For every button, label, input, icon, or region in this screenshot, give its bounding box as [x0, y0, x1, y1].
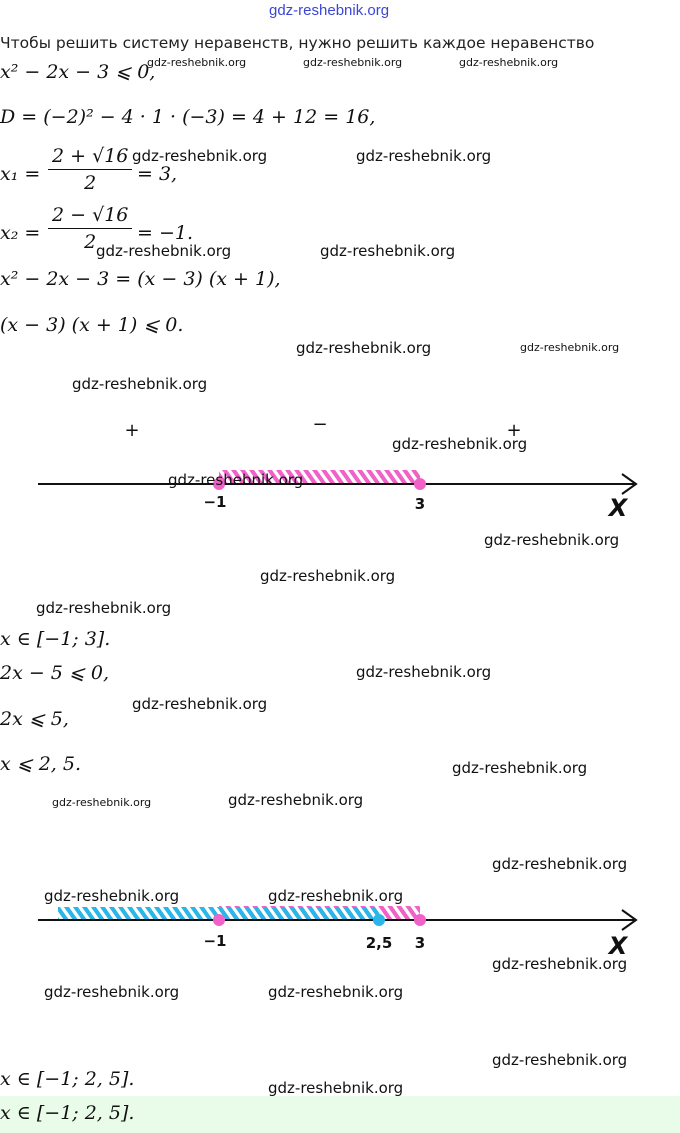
- watermark: gdz-reshebnik.org: [492, 1051, 628, 1069]
- watermark: gdz-reshebnik.org: [492, 955, 628, 973]
- label-three: 3: [414, 495, 426, 513]
- sign-positive-right: +: [506, 420, 522, 441]
- watermark: gdz-reshebnik.org: [268, 983, 404, 1001]
- factorization-line: x² − 2x − 3 = (x − 3) (x + 1),: [0, 268, 281, 290]
- watermark: gdz-reshebnik.org: [168, 471, 304, 489]
- watermark: gdz-reshebnik.org: [228, 791, 364, 809]
- root-x2-value: = −1.: [137, 222, 194, 244]
- watermark: gdz-reshebnik.org: [132, 695, 268, 713]
- final-answer: x ∈ [−1; 2, 5].: [0, 1102, 135, 1124]
- label-minus-one: −1: [203, 493, 227, 511]
- site-link[interactable]: gdz-reshebnik.org: [269, 2, 390, 19]
- root-x1-fraction: [48, 145, 132, 194]
- label-three: 3: [414, 934, 426, 952]
- solution-2: x ⩽ 2, 5.: [0, 753, 82, 775]
- watermark: gdz-reshebnik.org: [147, 56, 247, 69]
- watermark: gdz-reshebnik.org: [268, 887, 404, 905]
- watermark: gdz-reshebnik.org: [268, 1079, 404, 1097]
- point-minus-one: [213, 914, 225, 926]
- sign-positive-left: +: [124, 420, 140, 441]
- watermark: gdz-reshebnik.org: [72, 375, 208, 393]
- intro-text: Чтобы решить систему неравенств, нужно решить каждое неравенство: [0, 34, 595, 52]
- watermark: gdz-reshebnik.org: [36, 599, 172, 617]
- watermark: gdz-reshebnik.org: [260, 567, 396, 585]
- sign-negative-middle: −: [312, 414, 328, 435]
- axis-label-x: X: [608, 494, 628, 520]
- watermark: gdz-reshebnik.org: [484, 531, 620, 549]
- label-two-point-five: 2,5: [365, 934, 393, 952]
- root-x1-label: x₁ =: [0, 163, 41, 185]
- solution-combined: x ∈ [−1; 2, 5].: [0, 1068, 135, 1090]
- watermark: gdz-reshebnik.org: [356, 147, 492, 165]
- root-x1-denominator: 2: [84, 172, 97, 194]
- watermark: gdz-reshebnik.org: [320, 242, 456, 260]
- root-x2-numerator: 2 − √16: [48, 204, 132, 229]
- watermark: gdz-reshebnik.org: [44, 887, 180, 905]
- root-x1-numerator: 2 + √16: [48, 145, 132, 170]
- root-x1-value: = 3,: [137, 163, 178, 185]
- watermark: gdz-reshebnik.org: [52, 796, 152, 809]
- point-three: [414, 914, 426, 926]
- watermark: gdz-reshebnik.org: [459, 56, 559, 69]
- solution-1: x ∈ [−1; 3].: [0, 628, 111, 650]
- watermark: gdz-reshebnik.org: [452, 759, 588, 777]
- watermark: gdz-reshebnik.org: [96, 242, 232, 260]
- watermark: gdz-reshebnik.org: [356, 663, 492, 681]
- factored-inequality: (x − 3) (x + 1) ⩽ 0.: [0, 314, 184, 336]
- root-x2-label: x₂ =: [0, 222, 41, 244]
- number-line-1: [0, 410, 680, 520]
- point-two-point-five: [373, 914, 385, 926]
- inequality-2-step: 2x ⩽ 5,: [0, 708, 69, 730]
- watermark: gdz-reshebnik.org: [132, 147, 268, 165]
- watermark: gdz-reshebnik.org: [303, 56, 403, 69]
- axis-label-x: X: [608, 932, 628, 960]
- inequality-1: x² − 2x − 3 ⩽ 0,: [0, 61, 156, 83]
- watermark: gdz-reshebnik.org: [392, 435, 528, 453]
- label-minus-one: −1: [203, 932, 227, 950]
- inequality-2: 2x − 5 ⩽ 0,: [0, 662, 110, 684]
- watermark: gdz-reshebnik.org: [492, 855, 628, 873]
- root-x2-denominator: 2: [84, 231, 97, 253]
- watermark: gdz-reshebnik.org: [520, 341, 620, 354]
- discriminant-line: D = (−2)² − 4 · 1 · (−3) = 4 + 12 = 16,: [0, 106, 376, 128]
- watermark: gdz-reshebnik.org: [44, 983, 180, 1001]
- point-three: [414, 478, 426, 490]
- watermark: gdz-reshebnik.org: [296, 339, 432, 357]
